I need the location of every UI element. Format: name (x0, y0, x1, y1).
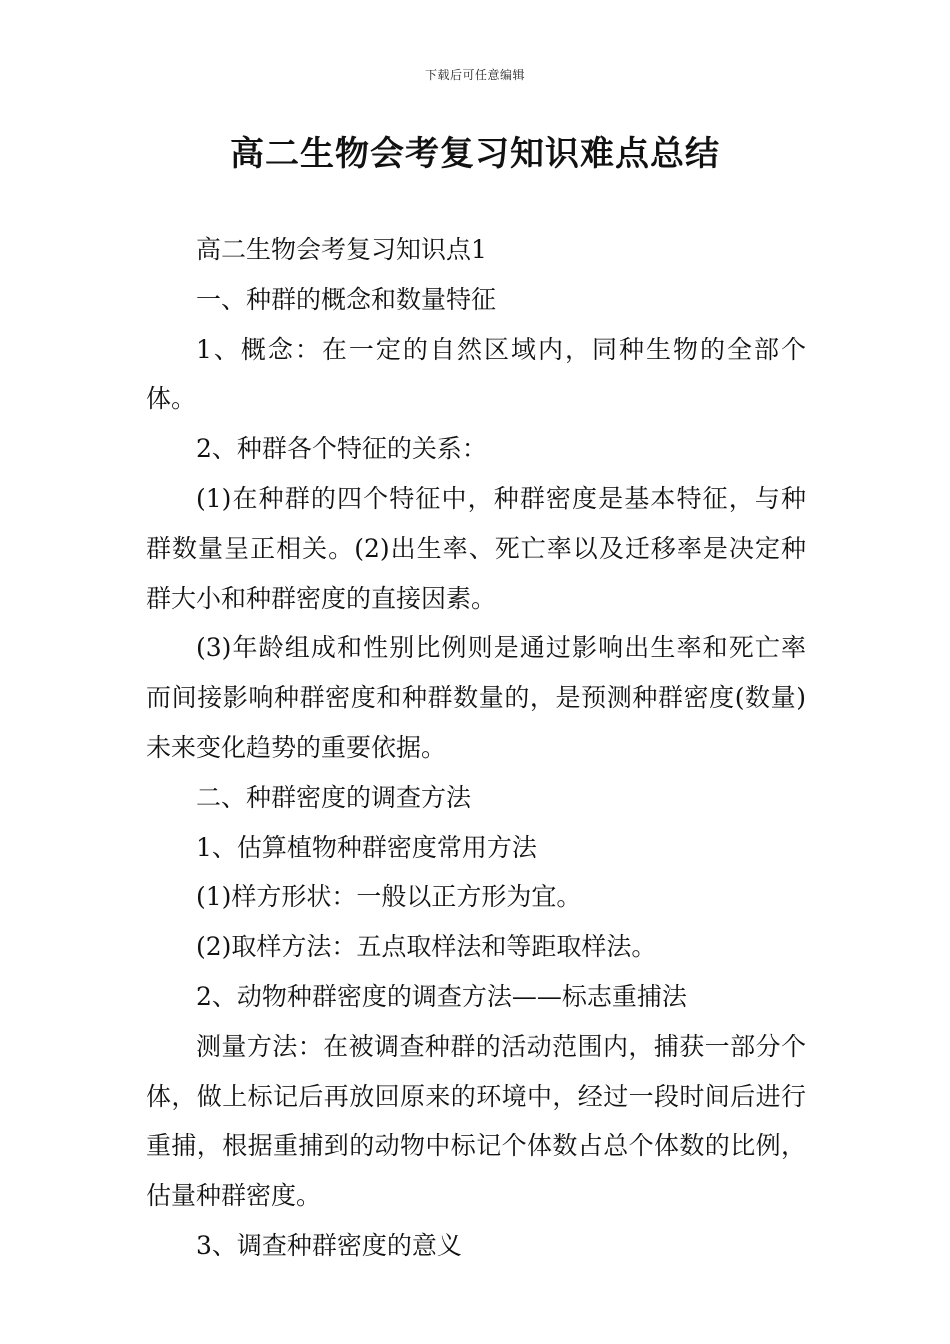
paragraph: 高二生物会考复习知识点1 (196, 235, 487, 264)
paragraph: 1、概念：在一定的自然区域内，同种生物的全部个体。 (146, 334, 806, 414)
paragraph: 1、估算植物种群密度常用方法 (196, 832, 537, 862)
header-note: 下载后可任意编辑 (424, 68, 525, 82)
document-title: 高二生物会考复习知识难点总结 (230, 134, 720, 174)
paragraph: 3、调查种群密度的意义 (196, 1230, 462, 1260)
document-body (146, 225, 806, 1271)
paragraph: 测量方法：在被调查种群的活动范围内，捕获一部分个体，做上标记后再放回原来的环境中，经过一段时间后进行重捕，根据重捕到的动物中标记个体数占总个体数的比例，估量种群密度。 (146, 1031, 806, 1211)
paragraph: 2、动物种群密度的调查方法——标志重捕法 (196, 981, 687, 1011)
paragraph: (2)取样方法：五点取样法和等距取样法。 (196, 932, 657, 962)
paragraph: 2、种群各个特征的关系： (196, 434, 487, 464)
paragraph: (1)样方形状：一般以正方形为宜。 (196, 882, 582, 912)
section-heading: 一、种群的概念和数量特征 (196, 284, 497, 314)
section-heading: 二、种群密度的调查方法 (196, 782, 472, 812)
paragraph: (1)在种群的四个特征中，种群密度是基本特征，与种群数量呈正相关。(2)出生率、死亡率以及迁移率是决定种群大小和种群密度的直接因素。 (146, 483, 806, 613)
paragraph: (3)年龄组成和性别比例则是通过影响出生率和死亡率而间接影响种群密度和种群数量的，是预测种群密度(数量)未来变化趋势的重要依据。 (146, 633, 806, 762)
